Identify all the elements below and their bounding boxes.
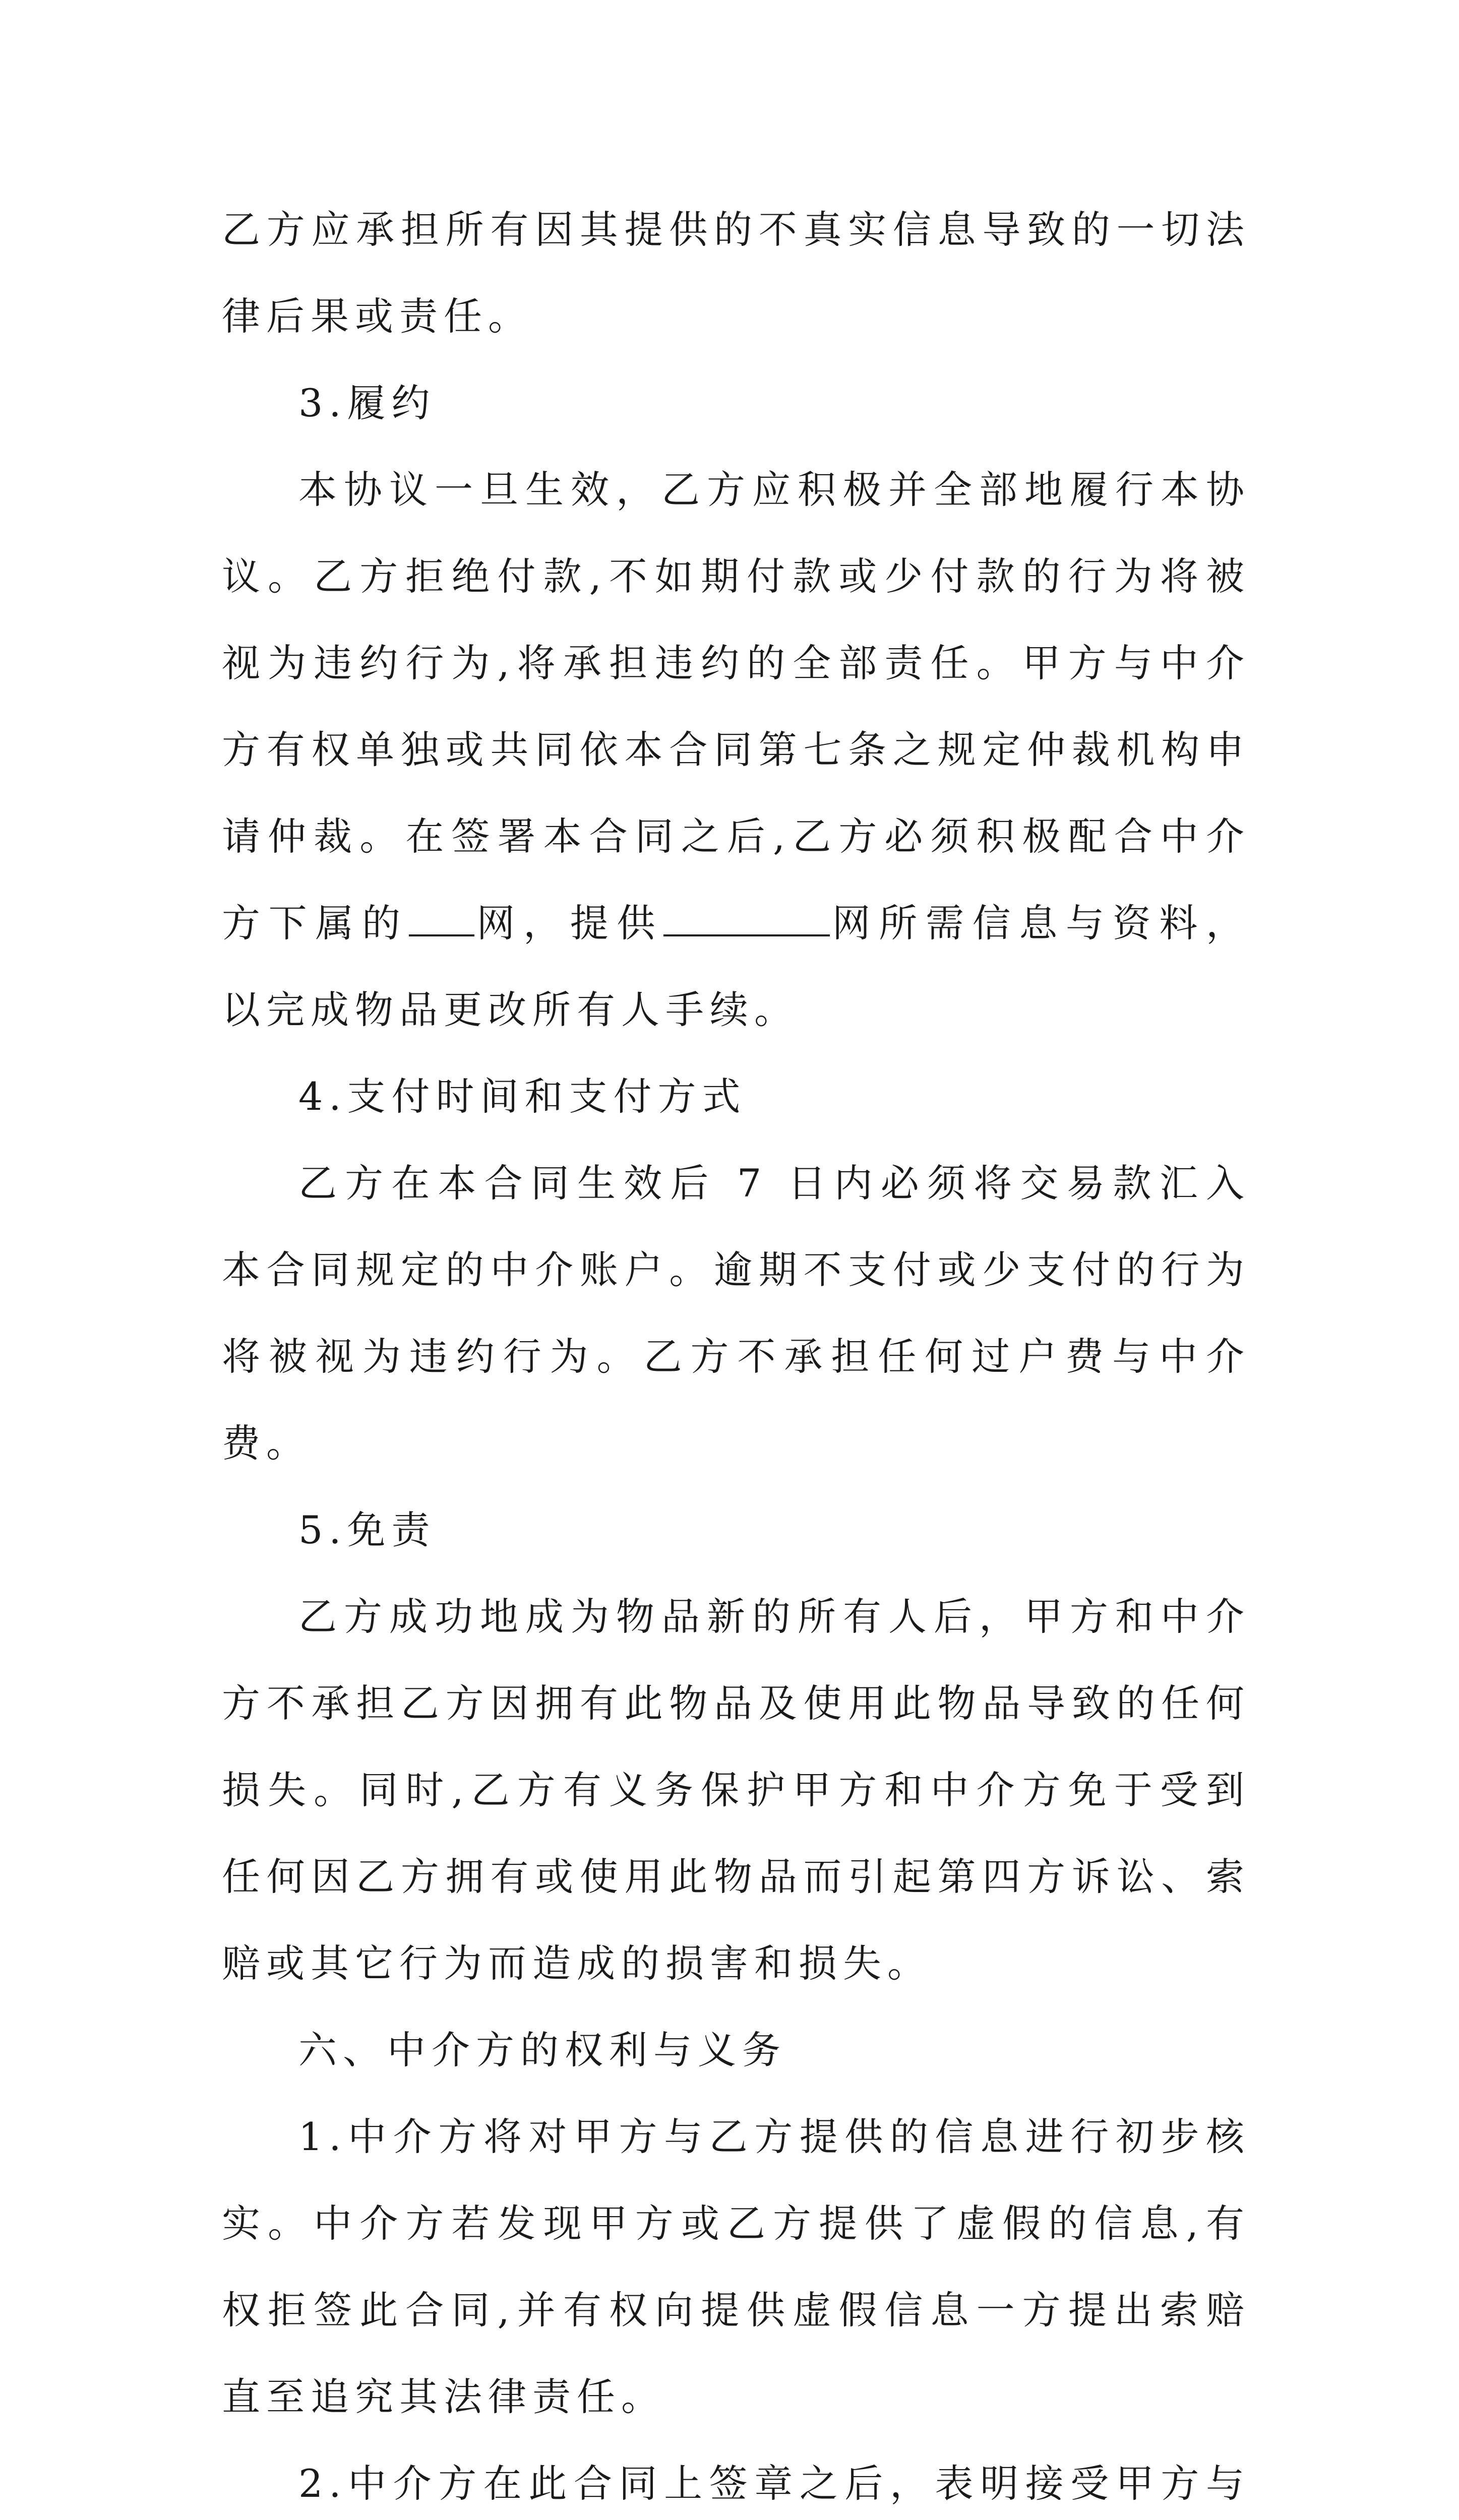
paragraph-intermediary-2 — [222, 2440, 1250, 2520]
heading-text: 3.履约 — [298, 381, 436, 425]
paragraph-text: 网，提供 — [474, 901, 664, 946]
fill-in-blank-website-2 — [663, 898, 830, 936]
paragraph-text: 乙方必须积极配合中介方下属的 — [222, 814, 1250, 946]
paragraph-exemption — [222, 1573, 1250, 2007]
paragraph-payment — [222, 1140, 1250, 1487]
paragraph-liability-clause — [222, 186, 1250, 360]
paragraph-text: 本协议一旦生效，乙方应积极并全部地履行本协议。乙方拒绝付款,不如期付款或少付款的行为将被视为违约行为,将承担违约的全部责任。甲方与中介方有权单独或共同依本合同第七条之规定仲裁机构申请仲裁。在签署本合同之后, — [222, 467, 1250, 859]
section-heading-intermediary — [222, 2007, 1250, 2094]
heading-text: 4.支付时间和支付方式 — [298, 1074, 747, 1119]
paragraph-text: 网所需信息与资料，以完成物品更改所有人手续。 — [222, 901, 1251, 1032]
paragraph-intermediary-1 — [222, 2094, 1250, 2440]
paragraph-performance — [222, 447, 1250, 1053]
heading-performance — [222, 360, 1250, 447]
paragraph-text: 乙方应承担所有因其提供的不真实信息导致的一切法律后果或责任。 — [222, 207, 1250, 339]
heading-text: 六、中介方的权利与义务 — [298, 2028, 786, 2072]
heading-exemption — [222, 1487, 1250, 1573]
paragraph-text: 2.中介方在此合同上签章之后，表明接受甲方与 — [298, 2461, 1250, 2506]
fill-in-blank-website — [409, 898, 474, 936]
heading-payment — [222, 1053, 1250, 1140]
paragraph-text: 乙方在本合同生效后 7 日内必须将交易款汇入本合同规定的中介账户。逾期不支付或少支付的行为将被视为违约行为。乙方不承担任何过户费与中介费。 — [222, 1161, 1250, 1466]
heading-text: 5.免责 — [298, 1507, 436, 1552]
document-body — [222, 186, 1250, 2520]
paragraph-text: 1.中介方将对甲方与乙方提供的信息进行初步核实。中介方若发现甲方或乙方提供了虚假的信息,有权拒签此合同,并有权向提供虚假信息一方提出索赔直至追究其法律责任。 — [222, 2114, 1250, 2419]
paragraph-text: 乙方成功地成为物品新的所有人后，甲方和中介方不承担乙方因拥有此物品及使用此物品导致的任何损失。同时,乙方有义务保护甲方和中介方免于受到任何因乙方拥有或使用此物品而引起第四方诉讼、索赔或其它行为而造成的损害和损失。 — [222, 1594, 1250, 1986]
